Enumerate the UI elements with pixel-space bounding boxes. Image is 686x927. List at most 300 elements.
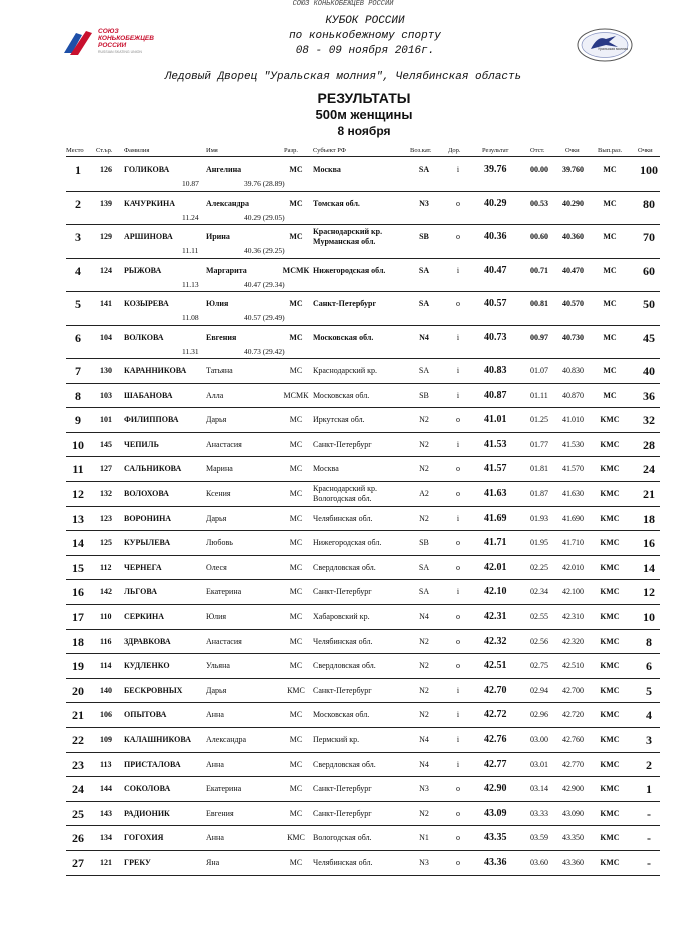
cell-surname: ЗДРАВКОВА — [124, 636, 171, 646]
cell-name: Юлия — [206, 299, 229, 308]
row-divider — [66, 629, 660, 630]
cell-gap: 00.97 — [530, 332, 548, 342]
cell-cls: КМС — [600, 513, 620, 523]
cell-rank: МС — [289, 538, 303, 548]
row-divider — [66, 506, 660, 507]
cell-cls: КМС — [600, 710, 620, 720]
cell-region: Нижегородская обл. — [313, 265, 386, 275]
cell-place: 11 — [72, 462, 84, 477]
cell-cls: КМС — [600, 415, 620, 425]
cell-pts: 70 — [643, 230, 655, 244]
cell-cls: МС — [603, 366, 617, 375]
cell-score: 42.100 — [562, 587, 584, 597]
cell-name: Алла — [206, 390, 224, 400]
cell-cls: КМС — [600, 464, 620, 474]
cell-result: 39.76 — [484, 164, 507, 175]
col-lane: Дор. — [448, 147, 461, 154]
cell-place: 16 — [72, 585, 84, 600]
cell-rank: МС — [289, 165, 303, 174]
cell-result: 43.09 — [484, 807, 507, 819]
cell-place: 26 — [72, 831, 84, 846]
event-dates: 08 - 09 ноября 2016г. — [295, 45, 435, 57]
cell-score: 39.760 — [562, 165, 584, 174]
cell-score: 40.360 — [562, 232, 584, 241]
cell-gap: 01.87 — [530, 489, 548, 498]
cell-name: Ульяна — [206, 661, 230, 671]
cell-cls: КМС — [600, 735, 620, 744]
cell-cls: МС — [603, 265, 617, 275]
cell-place: 6 — [75, 330, 81, 345]
cell-lane: o — [456, 198, 460, 208]
cell-result: 42.51 — [484, 660, 507, 672]
cell-surname: РАДИОНИК — [124, 808, 170, 818]
cell-place: 17 — [72, 610, 84, 624]
row-divider — [66, 291, 660, 292]
cell-region: Санкт-Петербург — [313, 299, 377, 308]
cell-pts: - — [647, 806, 651, 821]
cell-result: 41.69 — [484, 512, 507, 524]
cell-result: 42.90 — [484, 783, 507, 795]
cell-score: 40.290 — [562, 198, 584, 208]
cell-pts: 4 — [646, 708, 652, 723]
cell-start: 134 — [100, 833, 112, 843]
cell-gap: 03.01 — [530, 759, 548, 769]
union-header: СОЮЗ КОНЬКОБЕЖЦЕВ РОССИИ — [292, 0, 394, 8]
cell-gap: 02.55 — [530, 612, 548, 621]
cell-lane: i — [456, 165, 460, 174]
cell-cls: КМС — [600, 661, 620, 671]
row-divider — [66, 224, 660, 225]
cell-result: 42.70 — [484, 684, 507, 696]
cell-start: 110 — [100, 612, 112, 621]
cell-lane: o — [456, 538, 460, 548]
cell-start: 145 — [100, 439, 112, 449]
cell-place: 3 — [75, 230, 81, 244]
row-divider — [66, 752, 660, 753]
cell-surname: ОПЫТОВА — [124, 710, 167, 720]
cell-gap: 00.71 — [530, 265, 548, 275]
split-time-final: 40.36 (29.25) — [244, 246, 285, 255]
cell-region: Томская обл. — [313, 198, 360, 208]
cell-lane: i — [456, 587, 460, 597]
cell-region: Нижегородская обл. — [313, 538, 382, 548]
cell-start: 141 — [100, 299, 112, 308]
cell-score: 40.830 — [562, 366, 584, 375]
cell-age: N3 — [419, 784, 429, 794]
cell-rank: КМС — [287, 685, 305, 695]
cell-surname: РЫЖОВА — [124, 265, 162, 275]
cell-pts: - — [647, 856, 651, 870]
cell-lane: o — [456, 833, 460, 843]
cell-start: 130 — [100, 366, 112, 375]
cell-lane: o — [456, 299, 460, 308]
cell-score: 42.770 — [562, 759, 584, 769]
split-time-100m: 11.13 — [182, 279, 199, 289]
cell-gap: 00.60 — [530, 232, 548, 241]
cell-rank: МС — [289, 661, 303, 671]
cell-result: 40.47 — [484, 264, 507, 276]
col-rank: Разр. — [284, 147, 298, 154]
cell-place: 21 — [72, 708, 84, 723]
cell-surname: БЕСКРОВНЫХ — [124, 685, 183, 695]
cell-lane: o — [456, 808, 460, 818]
cell-pts: 5 — [646, 683, 652, 698]
col-age: Воз.кат. — [410, 147, 432, 154]
cell-name: Ирина — [206, 232, 230, 241]
cell-score: 42.900 — [562, 784, 584, 794]
cell-place: 25 — [72, 806, 84, 821]
cell-start: 103 — [100, 390, 112, 400]
cell-pts: 50 — [643, 297, 655, 311]
cell-cls: МС — [603, 165, 617, 174]
cell-cls: КМС — [600, 636, 620, 646]
cell-age: N1 — [419, 833, 429, 843]
cell-region: Иркутская обл. — [313, 415, 365, 425]
row-divider — [66, 555, 660, 556]
cell-place: 23 — [72, 757, 84, 772]
sport-title: по конькобежному спорту — [289, 30, 441, 42]
cell-surname: СОКОЛОВА — [124, 784, 171, 794]
cell-name: Татьяна — [206, 366, 233, 375]
cell-rank: МС — [289, 198, 303, 208]
split-time-100m: 11.24 — [182, 212, 199, 222]
split-time-100m: 11.08 — [182, 313, 199, 322]
cell-rank: МС — [289, 562, 303, 572]
cell-name: Александра — [206, 735, 247, 744]
cell-age: N2 — [419, 808, 429, 818]
cell-age: N2 — [419, 636, 429, 646]
cell-gap: 01.77 — [530, 439, 548, 449]
cell-place: 8 — [75, 388, 81, 403]
cell-cls: КМС — [600, 562, 620, 572]
cell-cls: КМС — [600, 808, 620, 818]
cell-name: Яна — [206, 858, 220, 867]
cell-gap: 02.56 — [530, 636, 548, 646]
row-divider — [66, 407, 660, 408]
cell-result: 42.76 — [484, 734, 507, 745]
row-divider — [66, 325, 660, 326]
cell-start: 112 — [100, 562, 112, 572]
split-time-100m: 10.87 — [182, 179, 199, 188]
row-divider — [66, 850, 660, 851]
cell-name: Екатерина — [206, 587, 242, 597]
cell-result: 42.72 — [484, 709, 507, 721]
cell-start: 104 — [100, 332, 112, 342]
cell-cls: КМС — [600, 858, 620, 867]
cell-place: 19 — [72, 659, 84, 674]
cell-start: 126 — [100, 165, 112, 174]
cell-rank: МС — [289, 858, 303, 867]
cell-lane: o — [456, 636, 460, 646]
cell-score: 43.090 — [562, 808, 584, 818]
row-divider — [66, 481, 660, 482]
cell-age: N3 — [419, 198, 429, 208]
cell-lane: o — [456, 464, 460, 474]
cell-region: Санкт-Петербург — [313, 685, 372, 695]
row-divider — [66, 727, 660, 728]
cell-score: 40.870 — [562, 390, 584, 400]
cell-gap: 02.96 — [530, 710, 548, 720]
cell-result: 42.10 — [484, 586, 507, 598]
cell-age: N2 — [419, 685, 429, 695]
cell-age: SA — [418, 562, 430, 572]
cell-lane: o — [456, 562, 460, 572]
cell-cls: МС — [603, 299, 617, 308]
cell-gap: 02.75 — [530, 661, 548, 671]
cell-surname: ВОРОНИНА — [124, 513, 172, 523]
col-result: Результат — [482, 147, 509, 154]
cell-place: 22 — [72, 733, 84, 747]
cell-start: 109 — [100, 735, 112, 744]
cell-region: Свердловская обл. — [313, 759, 376, 769]
cell-name: Ангелина — [206, 165, 242, 174]
cell-cls: МС — [603, 198, 617, 208]
cell-result: 42.77 — [484, 758, 507, 770]
cell-region: Санкт-Петербург — [313, 587, 372, 597]
arena-emblem-icon — [576, 27, 634, 63]
cell-rank: МС — [289, 489, 303, 498]
cell-lane: o — [456, 489, 460, 498]
cell-rank: МС — [289, 299, 303, 308]
cell-rank: МСМК — [283, 390, 309, 400]
cell-start: 106 — [100, 710, 112, 720]
cell-pts: - — [647, 831, 651, 846]
cell-start: 116 — [100, 636, 112, 646]
cell-result: 42.32 — [484, 635, 507, 647]
cell-age: N2 — [419, 661, 429, 671]
cell-score: 42.320 — [562, 636, 584, 646]
cell-surname: ПРИСТАЛОВА — [124, 759, 181, 769]
cell-region: Московская обл. — [313, 710, 370, 720]
cell-gap: 02.25 — [530, 562, 548, 572]
cell-result: 40.83 — [484, 365, 507, 376]
cell-place: 1 — [75, 163, 81, 177]
cell-pts: 6 — [646, 659, 652, 674]
cell-start: 143 — [100, 808, 112, 818]
cell-lane: i — [456, 735, 460, 744]
cell-lane: i — [456, 366, 460, 375]
cell-age: N2 — [419, 464, 429, 474]
cell-gap: 01.95 — [530, 538, 548, 548]
cell-surname: КУДЛЕНКО — [124, 661, 170, 671]
cell-cls: КМС — [600, 833, 620, 843]
cell-pts: 2 — [646, 757, 652, 772]
split-time-final: 40.57 (29.49) — [244, 313, 285, 322]
cell-name: Анна — [206, 759, 224, 769]
cell-score: 42.700 — [562, 685, 584, 695]
cell-age: N4 — [419, 332, 429, 342]
cell-pts: 21 — [643, 487, 655, 501]
cell-start: 142 — [100, 587, 112, 597]
cell-name: Олеся — [206, 562, 227, 572]
row-divider — [66, 875, 660, 876]
cell-gap: 00.53 — [530, 198, 548, 208]
cell-place: 7 — [75, 364, 81, 378]
cell-place: 10 — [72, 437, 84, 452]
cell-gap: 03.59 — [530, 833, 548, 843]
cell-gap: 00.81 — [530, 299, 548, 308]
cell-name: Анна — [206, 833, 224, 843]
cell-name: Евгения — [206, 332, 237, 342]
cell-result: 41.71 — [484, 537, 507, 549]
cell-name: Дарья — [206, 685, 227, 695]
cell-lane: i — [456, 439, 460, 449]
split-time-100m: 11.31 — [182, 346, 199, 356]
cell-pts: 100 — [640, 163, 658, 177]
cell-pts: 32 — [643, 413, 655, 428]
cell-place: 18 — [72, 634, 84, 649]
col-name: Имя — [206, 147, 218, 154]
cell-gap: 03.60 — [530, 858, 548, 867]
cell-score: 41.530 — [562, 439, 584, 449]
cell-name: Любовь — [206, 538, 233, 548]
row-divider — [66, 579, 660, 580]
cell-gap: 01.07 — [530, 366, 548, 375]
row-divider — [66, 604, 660, 605]
cell-cls: КМС — [600, 439, 620, 449]
cell-age: A2 — [419, 489, 429, 498]
cell-name: Екатерина — [206, 784, 242, 794]
cell-cls: КМС — [600, 759, 620, 769]
cell-start: 129 — [100, 232, 112, 241]
cell-score: 41.710 — [562, 538, 584, 548]
cell-gap: 03.00 — [530, 735, 548, 744]
cell-start: 123 — [100, 513, 112, 523]
cell-lane: i — [456, 390, 460, 400]
cell-region-secondary: Мурманская обл. — [313, 237, 376, 246]
cell-age: N4 — [419, 735, 429, 744]
cell-rank: МС — [289, 710, 303, 720]
cell-lane: i — [456, 759, 460, 769]
row-divider — [66, 258, 660, 259]
cell-surname: ФИЛИППОВА — [124, 415, 179, 425]
cell-surname: КАЛАШНИКОВА — [124, 735, 191, 744]
cell-rank: МС — [289, 808, 303, 818]
row-divider — [66, 801, 660, 802]
cell-region: Москва — [313, 165, 341, 174]
cell-result: 40.73 — [484, 331, 507, 343]
cell-place: 24 — [72, 782, 84, 797]
cell-cls: КМС — [600, 587, 620, 597]
cell-name: Евгения — [206, 808, 234, 818]
cell-result: 43.36 — [484, 857, 507, 868]
cell-lane: o — [456, 415, 460, 425]
cell-start: 132 — [100, 489, 112, 498]
cell-region: Московская обл. — [313, 332, 374, 342]
cell-region: Краснодарский кр. — [313, 227, 383, 236]
event-day: 8 ноября — [337, 124, 391, 138]
cell-region: Хабаровский кр. — [313, 612, 370, 621]
col-gap: Отст. — [530, 147, 545, 154]
row-divider — [66, 530, 660, 531]
cell-pts: 18 — [643, 511, 655, 526]
cell-name: Анна — [206, 710, 224, 720]
cell-pts: 40 — [643, 364, 655, 378]
cell-cls: МС — [603, 332, 617, 342]
cell-name: Маргарита — [206, 265, 247, 275]
cell-result: 41.57 — [484, 463, 507, 475]
cell-score: 42.310 — [562, 612, 584, 621]
cell-region: Краснодарский кр. — [313, 366, 377, 375]
cell-gap: 03.33 — [530, 808, 548, 818]
split-time-final: 40.29 (29.05) — [244, 212, 285, 222]
cell-pts: 16 — [643, 536, 655, 551]
cell-start: 114 — [100, 661, 112, 671]
cell-score: 42.760 — [562, 735, 584, 744]
cell-place: 5 — [75, 297, 81, 311]
cell-place: 2 — [75, 196, 81, 211]
col-surname: Фамилия — [124, 147, 150, 154]
cell-start: 140 — [100, 685, 112, 695]
cell-pts: 60 — [643, 263, 655, 278]
cell-region: Свердловская обл. — [313, 562, 376, 572]
cell-name: Дарья — [206, 513, 227, 523]
cell-pts: 12 — [643, 585, 655, 600]
cell-name: Марина — [206, 464, 233, 474]
cell-rank: МС — [289, 332, 303, 342]
cell-rank: МС — [289, 759, 303, 769]
cell-rank: МС — [289, 464, 303, 474]
cell-score: 41.690 — [562, 513, 584, 523]
col-region: Субъект РФ — [313, 147, 346, 154]
cell-score: 42.720 — [562, 710, 584, 720]
cell-rank: МС — [289, 513, 303, 523]
cell-result: 42.31 — [484, 611, 507, 622]
cell-pts: 1 — [646, 782, 652, 797]
cell-region: Санкт-Петербург — [313, 439, 372, 449]
cell-surname: ГРЕКУ — [124, 858, 151, 867]
cell-surname: ВОЛКОВА — [124, 332, 164, 342]
row-divider — [66, 432, 660, 433]
cell-score: 42.510 — [562, 661, 584, 671]
cell-region: Челябинская обл. — [313, 858, 373, 867]
cell-name: Ксения — [206, 489, 231, 498]
cell-surname: ВОЛОХОВА — [124, 489, 169, 498]
logo-left-subtext: RUSSIAN SKATING UNION — [98, 50, 142, 54]
cell-name: Юлия — [206, 612, 227, 621]
cell-pts: 28 — [643, 437, 655, 452]
cell-region: Пермский кр. — [313, 735, 360, 744]
cell-pts: 14 — [643, 560, 655, 575]
cell-start: 144 — [100, 784, 112, 794]
cell-cls: КМС — [600, 784, 620, 794]
cell-age: N3 — [419, 858, 429, 867]
split-time-final: 40.47 (29.34) — [244, 279, 285, 289]
cell-age: SB — [419, 232, 429, 241]
cell-lane: o — [456, 232, 460, 241]
cell-age: N2 — [419, 513, 429, 523]
cell-rank: МС — [289, 366, 303, 375]
cell-name: Александра — [206, 198, 249, 208]
row-divider — [66, 776, 660, 777]
cell-name: Анастасия — [206, 439, 242, 449]
cell-lane: o — [456, 784, 460, 794]
cell-surname: ГОГОХИЯ — [124, 833, 164, 843]
cell-place: 12 — [72, 487, 84, 501]
cell-surname: ГОЛИКОВА — [124, 165, 170, 174]
cell-surname: КАРАННИКОВА — [124, 366, 187, 375]
cell-surname: КОЗЫРЕВА — [124, 299, 169, 308]
col-place: Место — [66, 147, 84, 154]
cell-age: N2 — [419, 710, 429, 720]
cell-pts: 24 — [643, 462, 655, 477]
cell-name: Анастасия — [206, 636, 242, 646]
cup-title: КУБОК РОССИИ — [325, 15, 405, 27]
cell-gap: 03.14 — [530, 784, 548, 794]
row-divider — [66, 825, 660, 826]
cell-region: Челябинская обл. — [313, 513, 373, 523]
cell-region: Московская обл. — [313, 390, 370, 400]
